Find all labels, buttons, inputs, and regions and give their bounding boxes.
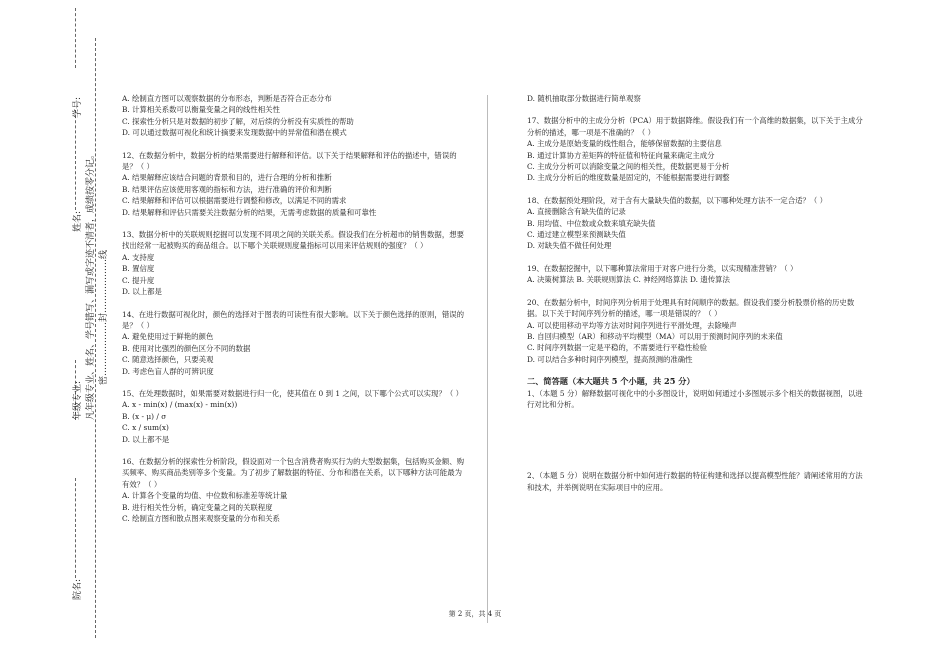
option: A. 决策树算法 B. 关联规则算法 C. 神经网络算法 D. 遗传算法 [527,275,730,285]
carry-option-c: C. 探索性分析只是对数据的初步了解，对后续的分析没有实质性的帮助 [122,116,354,126]
student-id-label: 学号: [73,96,83,118]
option: A. 直接删除含有缺失值的记录 [527,207,626,217]
question-16 [122,456,467,524]
question-13 [122,229,467,297]
question-14 [122,309,467,377]
school-label: 院名: [73,578,83,600]
name-underline [75,110,76,210]
option: A. 支持度 [122,252,155,262]
section-title: 二、简答题（本大题共 5 个小题，共 25 分） [527,376,695,387]
carry-option-a: A. 绘制直方图可以观察数据的分布形态，判断是否符合正态分布 [122,94,332,103]
question-stem: 12、在数据分析中，数据分析的结果需要进行解释和评估。以下关于结果解释和评估的描述中，错误的是？（ ） [122,150,457,172]
question-stem: 20、在数据分析中，时间序列分析用于处理具有时间顺序的数据。假设我们要分析股票价格的历史数据。以下关于时间序列分析的描述，哪一项是错误的？（ ） [527,297,855,319]
right-column [527,93,865,493]
option: B. (x - μ) / σ [122,411,167,421]
option: C. 随意选择颜色，只要美观 [122,355,214,365]
binding-warning: 凡年级专业、姓名、学号错写、漏写或字迹不清者，成绩按零分记。 [86,149,96,420]
grade-label: 年级专业: [73,380,83,420]
student-id-underline [75,8,76,68]
page-footer: 第 2 页，共 4 页 [448,610,502,618]
carry-option-d: D. 可以通过数据可视化和统计摘要来发现数据中的异常值和潜在模式 [122,128,347,138]
name-label: 姓名: [73,210,83,232]
question-stem: 17、数据分析中的主成分分析（PCA）用于数据降维。假设我们有一个高维的数据集，以下关于主成分分析的描述，哪一项是不准确的？（ ） [527,116,863,137]
question-stem: 13、数据分析中的关联规则挖掘可以发现不同项之间的关联关系。假设我们在分析超市的销售数据，想要找出经常一起被购买的商品组合。以下哪个关联规则度量指标可以用来评估规则的强度？（ ） [122,230,464,251]
carry-option-b: B. 计算相关系数可以衡量变量之间的线性相关性 [122,105,280,115]
option: C. 提升度 [122,275,155,285]
question-18 [527,195,865,252]
option: A. 结果解释应该结合问题的背景和目的，进行合理的分析和推断 [122,173,332,183]
option: B. 结果评估应该使用客观的指标和方法，进行准确的评价和判断 [122,184,332,194]
option: B. 用均值、中位数或众数来填充缺失值 [527,218,656,228]
question-stem: 18、在数据预处理阶段，对于含有大量缺失值的数据，以下哪种处理方法不一定合适？（ ） [527,195,827,205]
short-answer-1: 1、（本题 5 分）解释数据可视化中的小多图设计，说明如何通过小多图展示多个相关的数据视图，以进行对比和分析。 [527,388,863,409]
option: D. 结果解释和评估只需要关注数据分析的结果，无需考虑数据的质量和可靠性 [122,207,377,217]
option: D. 以上都不是 [122,434,170,444]
question-stem: 19、在数据挖掘中，以下哪种算法常用于对客户进行分类，以实现精准营销？（ ） [527,263,798,273]
option: D. 可以结合多种时间序列模型，提高预测的准确性 [527,354,693,364]
option: A. 避免使用过于鲜艳的颜色 [122,332,214,342]
option: A. 可以使用移动平均等方法对时间序列进行平滑处理，去除噪声 [527,320,737,330]
option: A. 计算各个变量的均值、中位数和标准差等统计量 [122,491,288,501]
column-divider [487,95,488,623]
answer-space [527,410,865,470]
question-stem: 14、在进行数据可视化时，颜色的选择对于图表的可读性有很大影响。以下关于颜色选择的原则，错误的是？（ ） [122,309,464,330]
option: A. 主成分是原始变量的线性组合，能够保留数据的主要信息 [527,139,722,149]
question-19 [527,263,865,286]
question-stem: 16、在数据分析的探索性分析阶段，假设面对一个包含消费者购买行为的大型数据集，包括购买金额、购买频率、购买商品类别等多个变量。为了初步了解数据的特征、分布和潜在关系，以下哪种方法可能最为有效？（ ） [122,456,464,489]
option: B. 自回归模型（AR）和移动平均模型（MA）可以用于预测时间序列的未来值 [527,331,783,341]
question-stem: 15、在处理数据时，如果需要对数据进行归一化，使其值在 0 到 1 之间，以下哪个公式可以实现？（ ） [122,388,463,398]
carry-option-d: D. 随机抽取部分数据进行简单观察 [527,94,641,103]
option: B. 通过计算协方差矩阵的特征值和特征向量来确定主成分 [527,150,715,160]
option: C. x / sum(x) [122,423,169,433]
left-column [122,93,467,524]
option: B. 使用对比强烈的颜色区分不同的数据 [122,343,251,353]
option: B. 置信度 [122,264,155,274]
option: B. 进行相关性分析，确定变量之间的关联程度 [122,502,273,512]
seal-line-text: 密………………封………………线 [99,249,109,385]
option: A. x - min(x) / (max(x) - min(x)) [122,400,238,410]
option: C. 结果解释和评估可以根据需要进行调整和修改，以满足不同的需求 [122,196,347,206]
question-15 [122,388,467,445]
question-17 [527,115,865,183]
option: C. 主成分分析可以消除变量之间的相关性，使数据更易于分析 [527,162,730,172]
question-12 [122,150,467,218]
option: D. 对缺失值不做任何处理 [527,241,612,251]
option: C. 通过建立模型来预测缺失值 [527,230,626,240]
option: D. 以上都是 [122,287,162,297]
question-20 [527,297,865,365]
school-underline [75,478,76,578]
option: D. 主成分分析后的维度数量是固定的，不能根据需要进行调整 [527,173,730,183]
option: D. 考虑色盲人群的可辨识度 [122,366,214,376]
short-answer-2: 2、（本题 5 分）说明在数据分析中如何进行数据的特征构建和选择以提高模型性能？请阐述常用的方法和技术，并举例说明在实际项目中的应用。 [527,471,863,492]
binding-strip [0,0,110,672]
option: C. 绘制直方图和散点图来观察变量的分布和关系 [122,514,280,523]
option: C. 时间序列数据一定是平稳的，不需要进行平稳性检验 [527,343,708,353]
